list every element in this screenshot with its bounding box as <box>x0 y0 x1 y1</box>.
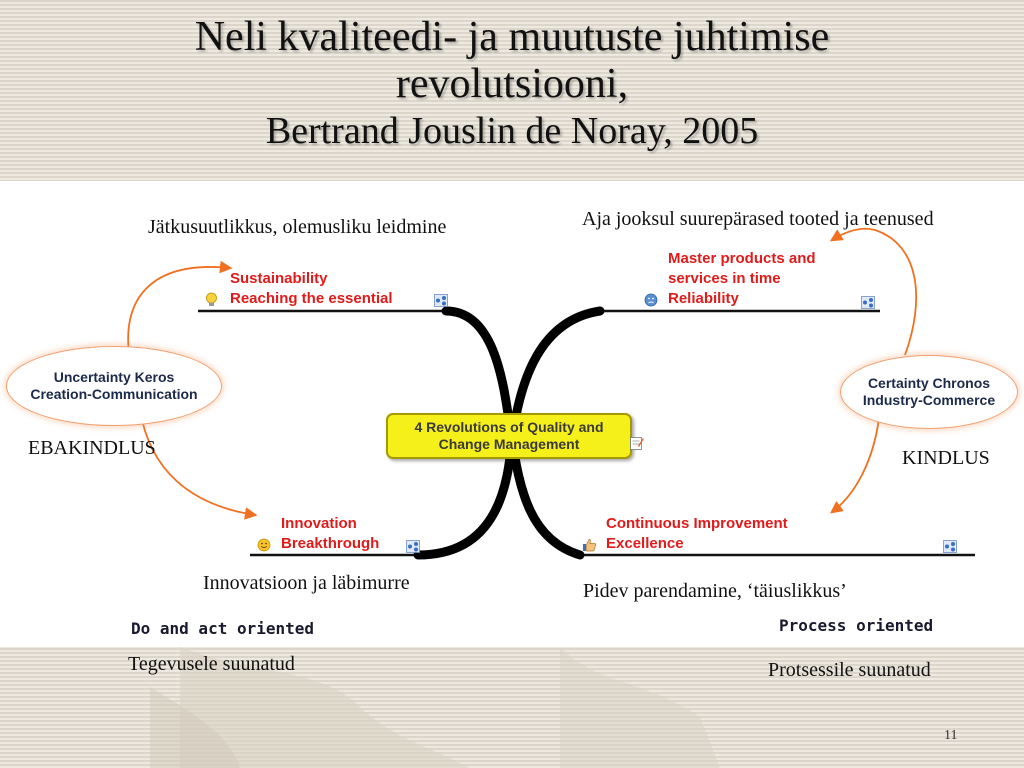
innovation-line-2: Breakthrough <box>281 535 380 552</box>
master-line-2: services in time <box>668 270 781 287</box>
title-author: Bertrand Jouslin de Noray, 2005 <box>265 110 759 152</box>
arrow-certainty-to-master <box>832 229 916 355</box>
innovation-node <box>281 514 379 554</box>
sad-face-icon <box>644 293 658 307</box>
link-icon[interactable] <box>434 294 448 307</box>
master-line-1: Master products and <box>668 250 816 267</box>
link-icon[interactable] <box>406 540 420 553</box>
continuous-line-1: Continuous Improvement <box>606 515 788 532</box>
arrow-uncertainty-to-innovation <box>140 410 255 515</box>
arrow-uncertainty-to-sustainability <box>128 267 230 360</box>
title-line-2: revolutsiooni, <box>395 61 629 107</box>
link-icon[interactable] <box>861 296 875 309</box>
right-orientation-estonian: Protsessile suunatud <box>768 659 931 681</box>
page-number: 11 <box>944 728 958 743</box>
sustainability-node <box>230 269 393 309</box>
note-icon[interactable] <box>630 436 644 450</box>
master-node <box>668 249 816 309</box>
certainty-line-2: Industry-Commerce <box>862 392 996 408</box>
sustainability-line-2: Reaching the essential <box>230 290 393 307</box>
certainty-estonian-label: KINDLUS <box>902 447 990 469</box>
uncertainty-line-2: Creation-Communication <box>30 386 198 402</box>
certainty-oval <box>840 355 1018 429</box>
right-orientation-english: Process oriented <box>779 616 934 635</box>
sustainability-estonian-label: Jätkusuutlikkus, olemusliku leidmine <box>148 216 447 238</box>
smiley-icon <box>257 538 271 552</box>
title-line-1: Neli kvaliteedi- ja muutuste juhtimise <box>194 14 830 60</box>
master-estonian-label: Aja jooksul suurepärased tooted ja teenused <box>582 208 934 230</box>
central-topic-line-1: 4 Revolutions of Quality and <box>414 419 604 435</box>
uncertainty-line-1: Uncertainty Keros <box>53 369 175 385</box>
lightbulb-icon <box>205 292 218 307</box>
arrow-certainty-to-continuous <box>832 410 880 512</box>
left-orientation-english: Do and act oriented <box>131 619 315 638</box>
sustainability-line-1: Sustainability <box>230 270 328 287</box>
continuous-line-2: Excellence <box>606 535 684 552</box>
central-topic-box <box>386 413 632 459</box>
uncertainty-oval <box>6 346 222 426</box>
continuous-node <box>606 514 788 554</box>
certainty-line-1: Certainty Chronos <box>867 375 991 391</box>
master-line-3: Reliability <box>668 290 739 307</box>
innovation-estonian-label: Innovatsioon ja läbimurre <box>203 572 410 594</box>
uncertainty-estonian-label: EBAKINDLUS <box>28 437 156 459</box>
continuous-estonian-label: Pidev parendamine, ‘täiuslikkus’ <box>583 580 847 602</box>
link-icon[interactable] <box>943 540 957 553</box>
central-topic-line-2: Change Management <box>438 436 580 452</box>
left-orientation-estonian: Tegevusele suunatud <box>128 653 295 675</box>
thumbs-up-icon <box>582 538 597 552</box>
innovation-line-1: Innovation <box>281 515 357 532</box>
